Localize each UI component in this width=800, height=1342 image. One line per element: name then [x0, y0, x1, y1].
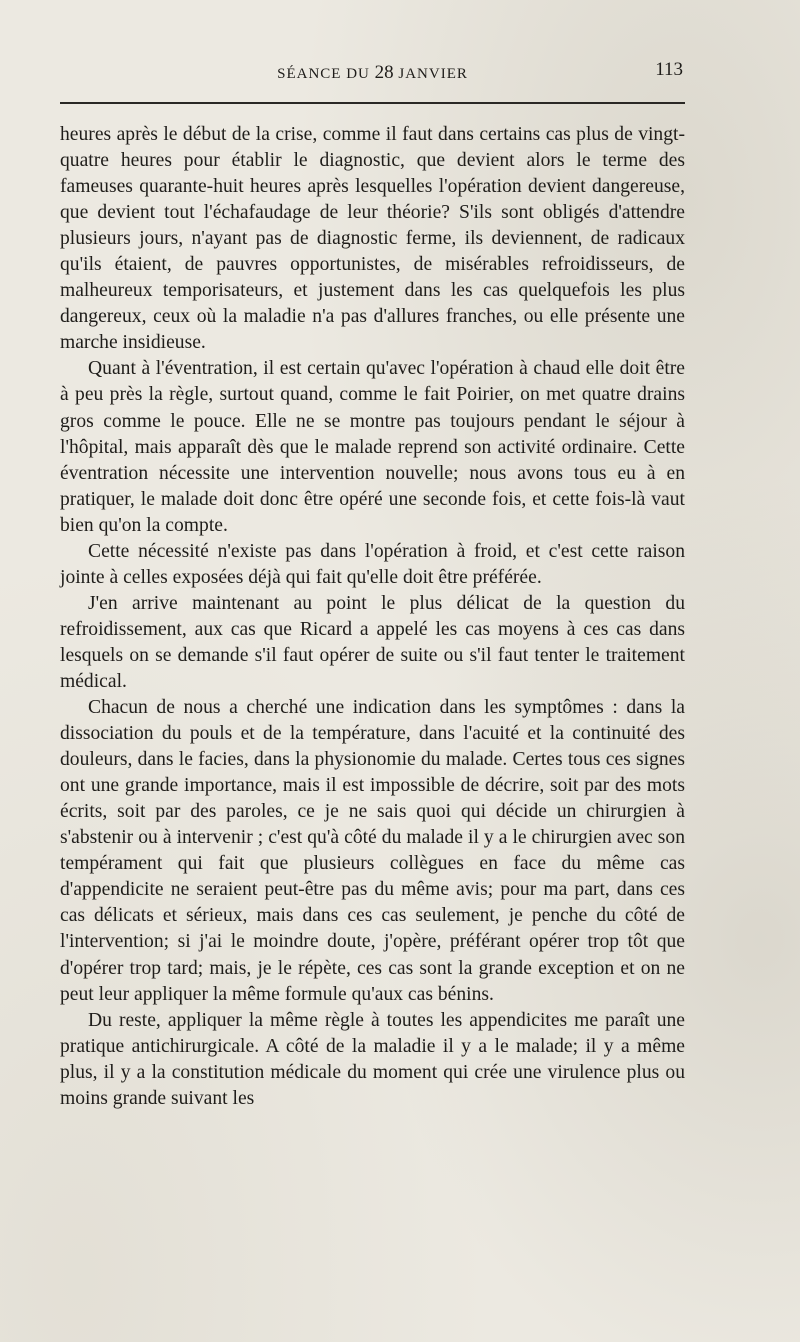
paragraph-du-reste: Du reste, appliquer la même règle à toutes les appendicites me paraît une pratique antichirurgicale. A côté de la maladie il y a le malade; il y a même plus, il y a la constitution médicale du moment qui crée une virulence plus ou moins grande suivant les: [60, 1009, 685, 1109]
page-number: 113: [655, 59, 683, 80]
paragraph-symptomes: Chacun de nous a cherché une indication dans les symptômes : dans la dissociation du pouls et de la température, dans l'acuité et la continuité des douleurs, dans le facies, dans la physionomie du malade. Certes tous ces signes ont une grande importance, mais il est impossible de décrire, soit par des mots écrits, soit par des paroles, ce je ne sais quoi qui décide un chirurgien à s'abstenir ou à intervenir ; c'est qu'à côté du malade il y a le chirurgien avec son tempérament qui fait que plusieurs collègues en face du même cas d'appendicite ne seraient peut-être pas du même avis; pour ma part, dans ces cas délicats et sérieux, mais dans ces cas seulement, je penche du côté de l'intervention; si j'ai le moindre doute, j'opère, préférant opérer trop tôt que d'opérer trop tard; mais, je le répète, ces cas sont la grande exception et on ne peut leur appliquer la même formule qu'aux cas bénins.: [60, 697, 685, 1005]
paragraph-operation-a-froid: Cette nécessité n'existe pas dans l'opération à froid, et c'est cette raison jointe à celles exposées déjà qui fait qu'elle doit être préférée.: [60, 540, 685, 588]
running-head-suffix: JANVIER: [393, 66, 468, 82]
running-head: [60, 62, 685, 84]
paragraph-cas-moyens: J'en arrive maintenant au point le plus délicat de la question du refroidissement, aux cas que Ricard a appelé les cas moyens à ces cas dans lesquels on se demande s'il faut opérer de suite ou s'il faut tenter le traitement médical.: [60, 592, 685, 692]
paragraph-continued: heures après le début de la crise, comme il faut dans certains cas plus de vingt-quatre heures pour établir le diagnostic, que devient alors le terme des fameuses quarante-huit heures après lesquelles l'opération devient dangereuse, que devient tout l'échafaudage de leur théorie? S'ils sont obligés d'attendre plusieurs jours, n'ayant pas de diagnostic ferme, ils deviennent, de radicaux qu'ils étaient, de pauvres opportunistes, de misérables refroidisseurs, de malheureux temporisateurs, et justement dans les cas quelquefois les plus dangereux, ceux où la maladie n'a pas d'allures franches, ou elle présente une marche insidieuse.: [60, 124, 685, 354]
header-rule: [60, 102, 685, 104]
running-head-day: 28: [374, 62, 394, 83]
running-head-prefix: SÉANCE DU: [277, 66, 375, 82]
paragraph-eventration: Quant à l'éventration, il est certain qu'avec l'opération à chaud elle doit être à peu près la règle, surtout quand, comme le fait Poirier, on met quatre drains gros comme le pouce. Elle ne se montre pas toujours pendant le séjour à l'hôpital, mais apparaît dès que le malade reprend son activité ordinaire. Cette éventration nécessite une intervention nouvelle; nous avons tous eu à en pratiquer, le malade doit donc être opéré une seconde fois, et cette fois-là vaut bien qu'on la compte.: [60, 358, 685, 536]
book-page: [60, 56, 685, 1326]
page-header: [60, 56, 685, 86]
body-text: [60, 122, 685, 1112]
